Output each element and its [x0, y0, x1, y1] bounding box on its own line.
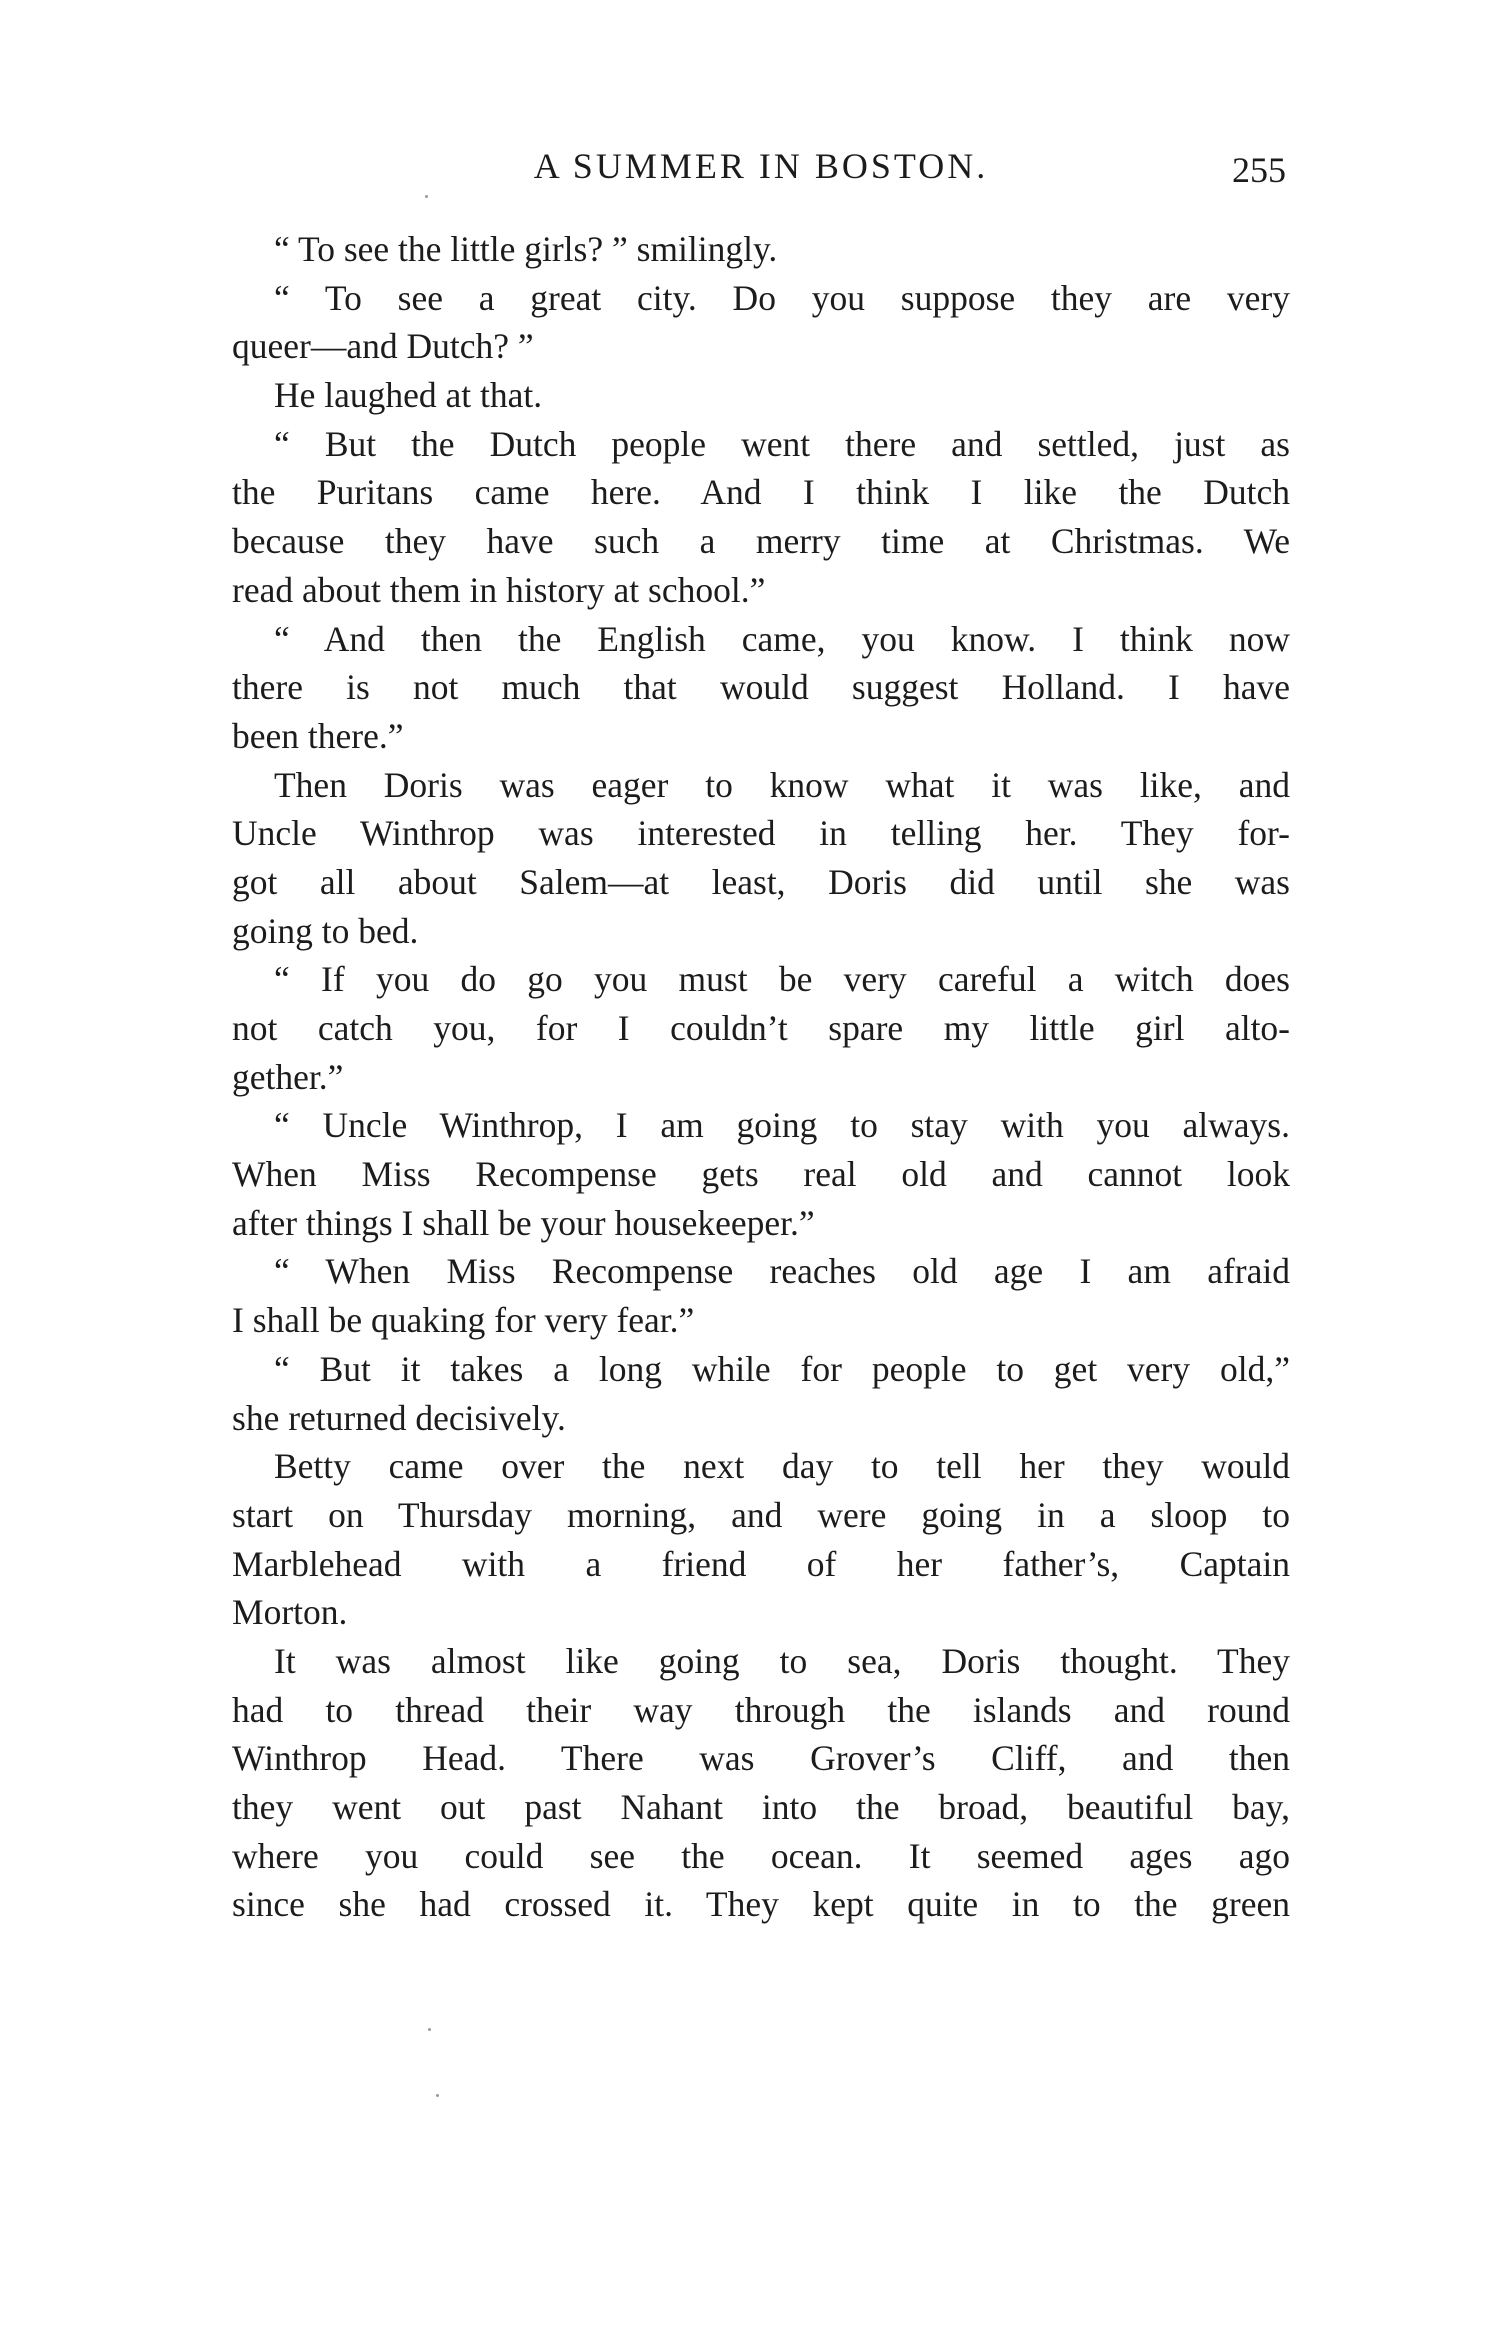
- text-line: “ When Miss Recompense reaches old age I am afraid: [274, 1251, 1290, 1292]
- text-line: they went out past Nahant into the broad, beautiful bay,: [232, 1787, 1290, 1827]
- paper-speck: [436, 2094, 439, 2097]
- text-line: because they have such a merry time at Christmas. We: [232, 521, 1290, 562]
- text-line: got all about Salem—at least, Doris did until she was: [232, 861, 1290, 902]
- text-line: Uncle Winthrop was interested in telling her. They for-: [232, 813, 1290, 854]
- text-line: It was almost like going to sea, Doris thought. They: [274, 1640, 1290, 1681]
- text-line: queer—and Dutch? ”: [232, 326, 534, 367]
- text-line: I shall be quaking for very fear.”: [232, 1300, 695, 1341]
- text-line: after things I shall be your housekeeper.”: [232, 1202, 815, 1243]
- text-line: He laughed at that.: [274, 375, 543, 416]
- text-line: there is not much that would suggest Holland. I have: [232, 667, 1290, 708]
- paper-speck: [428, 2028, 431, 2031]
- text-line: Morton.: [232, 1592, 348, 1633]
- text-line: “ And then the English came, you know. I think now: [274, 618, 1290, 659]
- text-line: gether.”: [232, 1056, 344, 1097]
- text-line: Then Doris was eager to know what it was like, and: [274, 764, 1290, 805]
- text-line: “ If you do go you must be very careful a witch does: [274, 959, 1290, 1000]
- text-line: “ To see a great city. Do you suppose they are very: [274, 277, 1290, 318]
- running-head: [232, 145, 1290, 205]
- body-text: [232, 225, 1290, 1929]
- text-line: she returned decisively.: [232, 1397, 566, 1438]
- text-line: since she had crossed it. They kept quite in to the green: [232, 1884, 1290, 1925]
- text-line: “ Uncle Winthrop, I am going to stay with you always.: [274, 1105, 1290, 1146]
- text-line: “ But the Dutch people went there and settled, just as: [274, 423, 1290, 464]
- text-line: Marblehead with a friend of her father’s, Captain: [232, 1543, 1290, 1584]
- paper-speck: [425, 195, 428, 198]
- text-line: “ But it takes a long while for people to get very old,”: [274, 1348, 1290, 1389]
- text-line: When Miss Recompense gets real old and cannot look: [232, 1154, 1290, 1195]
- text-line: read about them in history at school.”: [232, 569, 766, 610]
- text-line: where you could see the ocean. It seemed ages ago: [232, 1835, 1290, 1876]
- text-line: Betty came over the next day to tell her they would: [274, 1446, 1290, 1487]
- text-line: Winthrop Head. There was Grover’s Cliff, and then: [232, 1738, 1290, 1779]
- text-line: going to bed.: [232, 910, 419, 951]
- page-number: 255: [1232, 150, 1286, 190]
- text-line: not catch you, for I couldn’t spare my little girl alto-: [232, 1008, 1290, 1048]
- text-line: had to thread their way through the islands and round: [232, 1689, 1290, 1730]
- text-line: “ To see the little girls? ” smilingly.: [274, 229, 778, 269]
- text-line: been there.”: [232, 715, 404, 756]
- text-line: the Puritans came here. And I think I like the Dutch: [232, 472, 1290, 513]
- text-line: start on Thursday morning, and were going in a sloop to: [232, 1494, 1290, 1535]
- running-title: A SUMMER IN BOSTON.: [533, 146, 989, 186]
